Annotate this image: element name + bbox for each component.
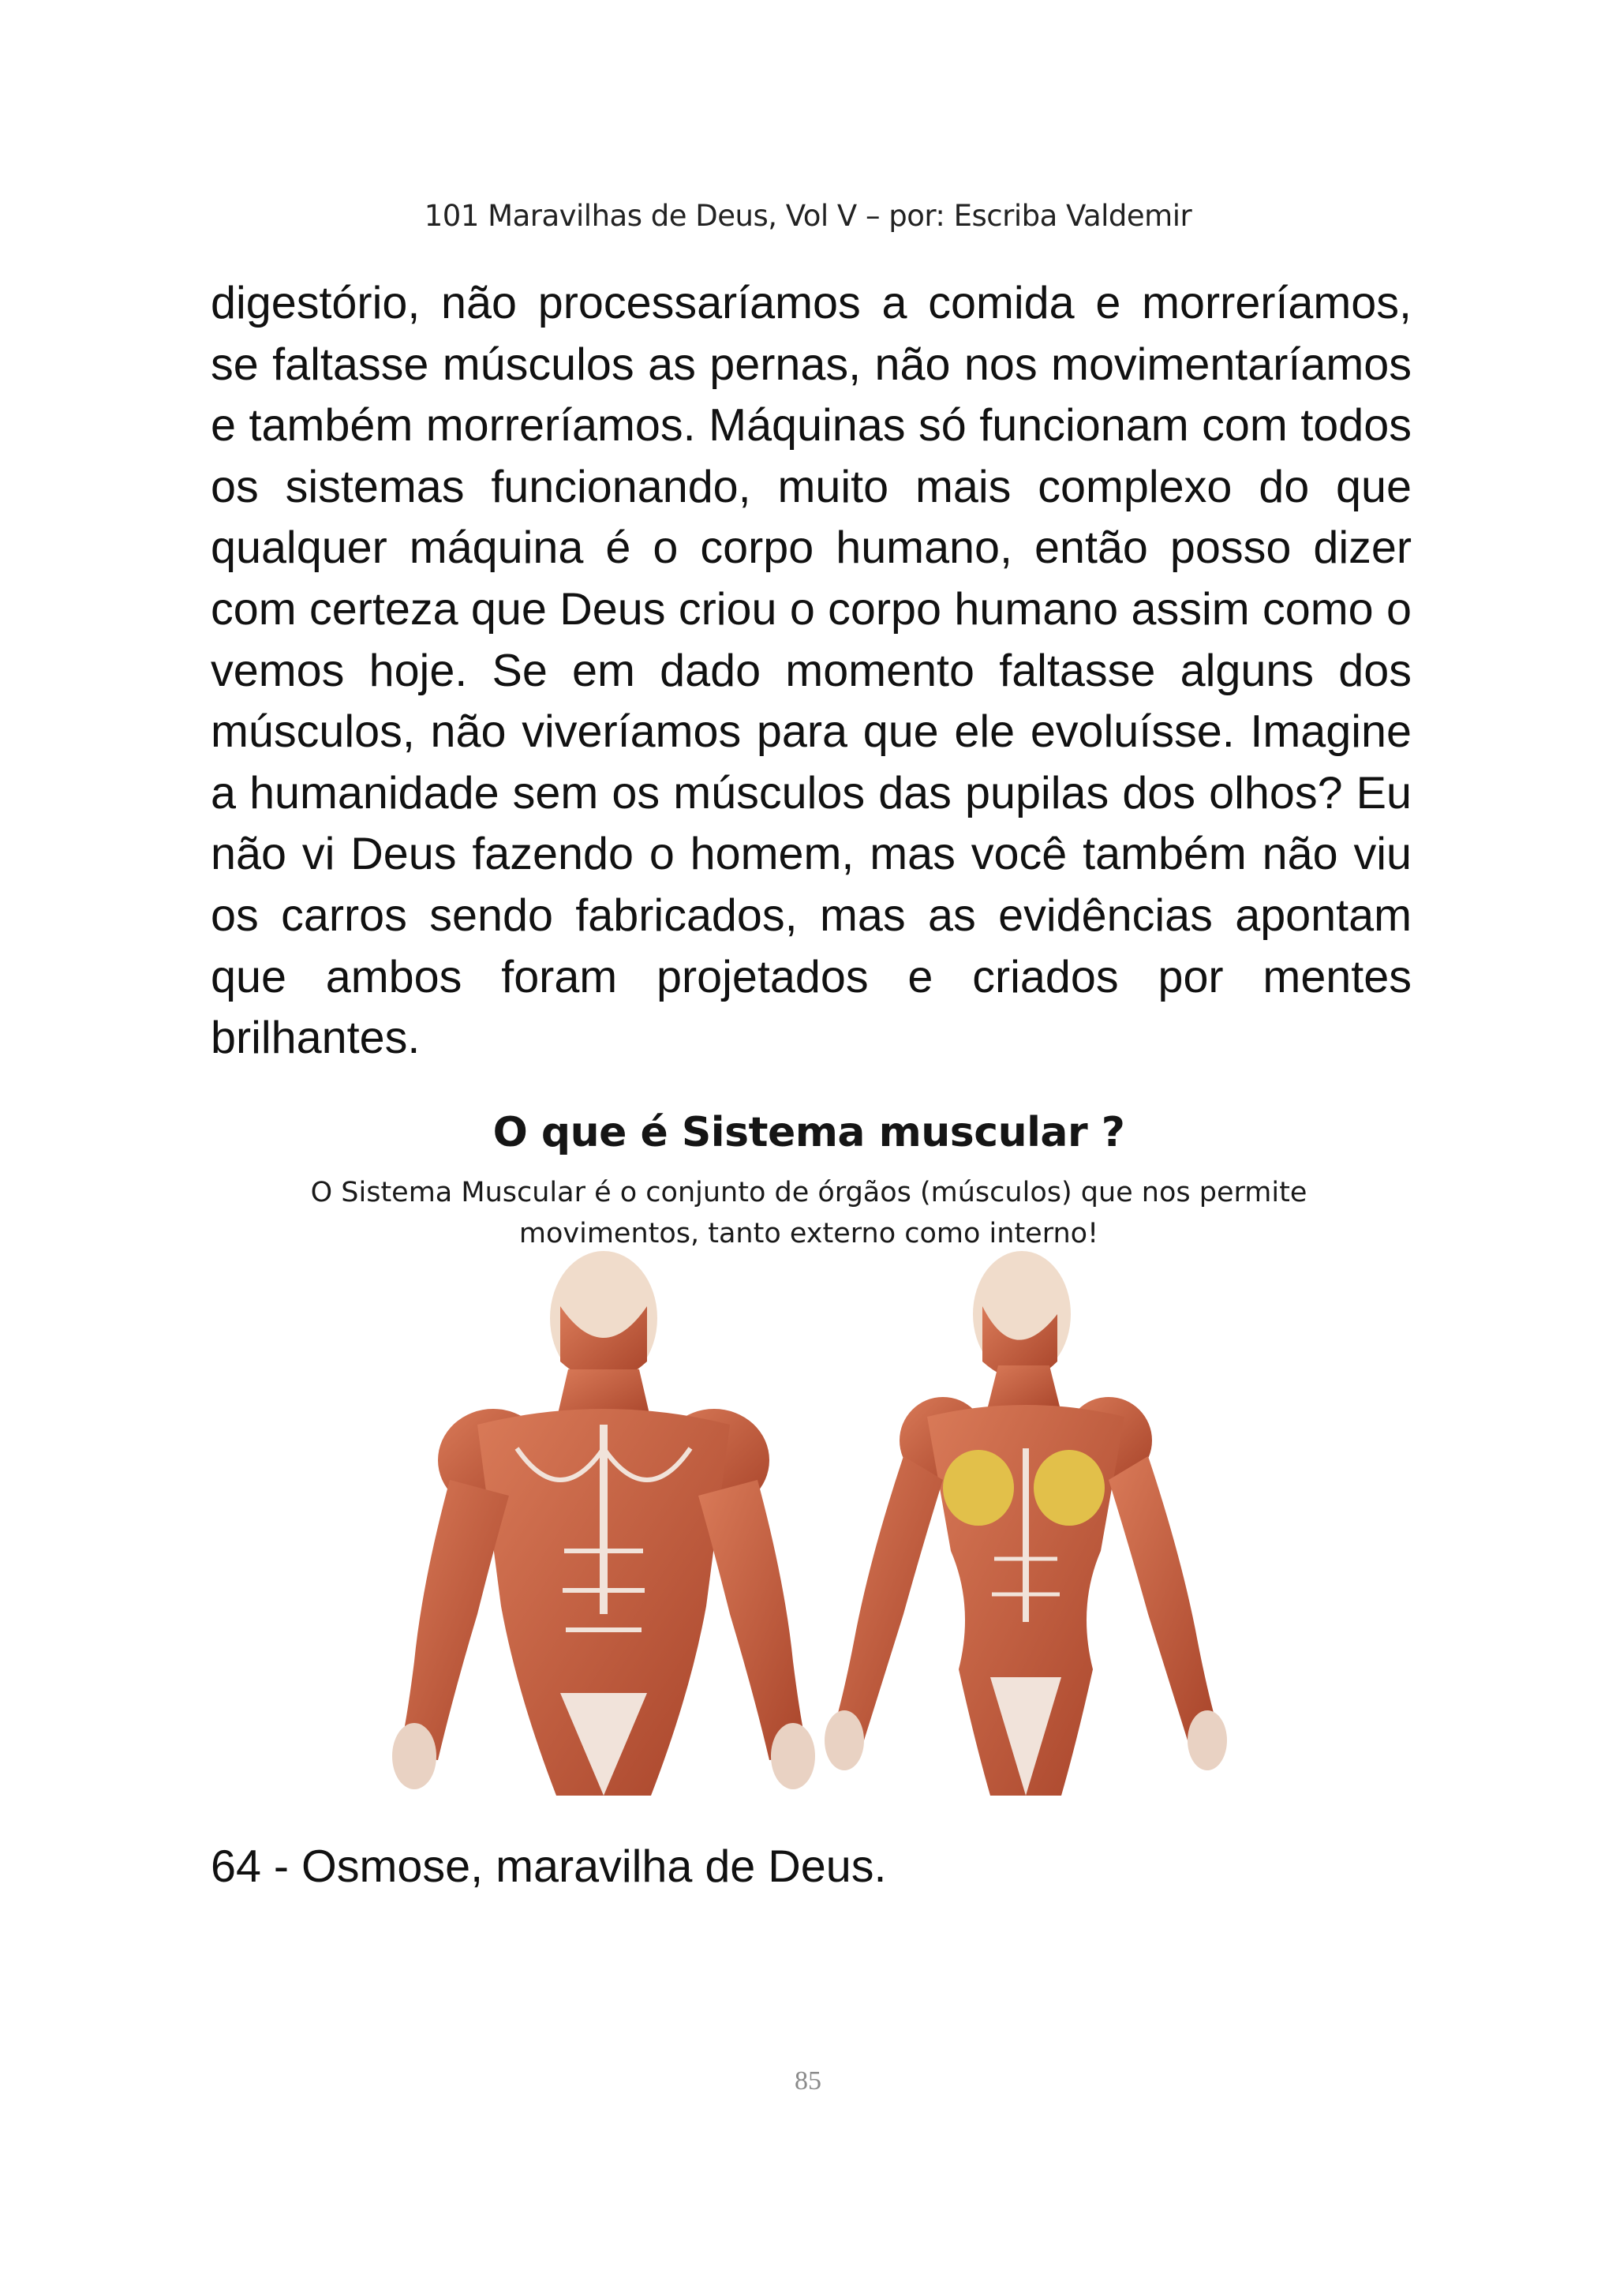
male-left-arm bbox=[398, 1480, 509, 1760]
male-left-hand bbox=[392, 1723, 436, 1789]
muscular-system-figure bbox=[272, 1109, 1345, 1796]
female-right-arm bbox=[1109, 1456, 1219, 1740]
female-left-hand bbox=[825, 1710, 864, 1770]
male-right-hand bbox=[771, 1723, 815, 1789]
running-header: 101 Maravilhas de Deus, Vol V – por: Escriba Valdemir bbox=[424, 199, 1192, 233]
figure-title: O que é Sistema muscular ? bbox=[492, 1109, 1125, 1156]
figure-subtitle bbox=[272, 1172, 1345, 1254]
male-right-arm bbox=[698, 1480, 809, 1760]
female-left-breast bbox=[943, 1450, 1014, 1526]
page-number: 85 bbox=[795, 2066, 821, 2096]
male-muscle-figure bbox=[392, 1251, 815, 1796]
female-right-hand bbox=[1188, 1710, 1227, 1770]
figure-subtitle-line-1: O Sistema Muscular é o conjunto de órgãos (músculos) que nos permite bbox=[310, 1177, 1307, 1208]
female-right-breast bbox=[1034, 1450, 1105, 1526]
female-left-arm bbox=[832, 1456, 943, 1740]
body-paragraph: digestório, não processaríamos a comida e morreríamos, se faltasse músculos as pernas, não nos movimentaríamos e também morreríamos. Máquinas só funcionam com todos os sistemas funcionando, muito mais complexo do que qualquer máquina é o corpo humano, então posso dizer com certeza que Deus criou o corpo humano assim como o vemos hoje. Se em dado momento faltasse alguns dos músculos, não viveríamos para que ele evoluísse. Imagine a humanidade sem os músculos das pupilas dos olhos? Eu não vi Deus fazendo o homem, mas você também não viu os carros sendo fabricados, mas as evidências apontam que ambos foram projetados e criados por mentes brilhantes. bbox=[211, 278, 1412, 1064]
figure-subtitle-line-2: movimentos, tanto externo como interno! bbox=[518, 1218, 1099, 1249]
section-heading: 64 - Osmose, maravilha de Deus. bbox=[211, 1841, 887, 1892]
female-muscle-figure bbox=[825, 1251, 1227, 1796]
muscle-anatomy-illustration bbox=[391, 1251, 1259, 1796]
